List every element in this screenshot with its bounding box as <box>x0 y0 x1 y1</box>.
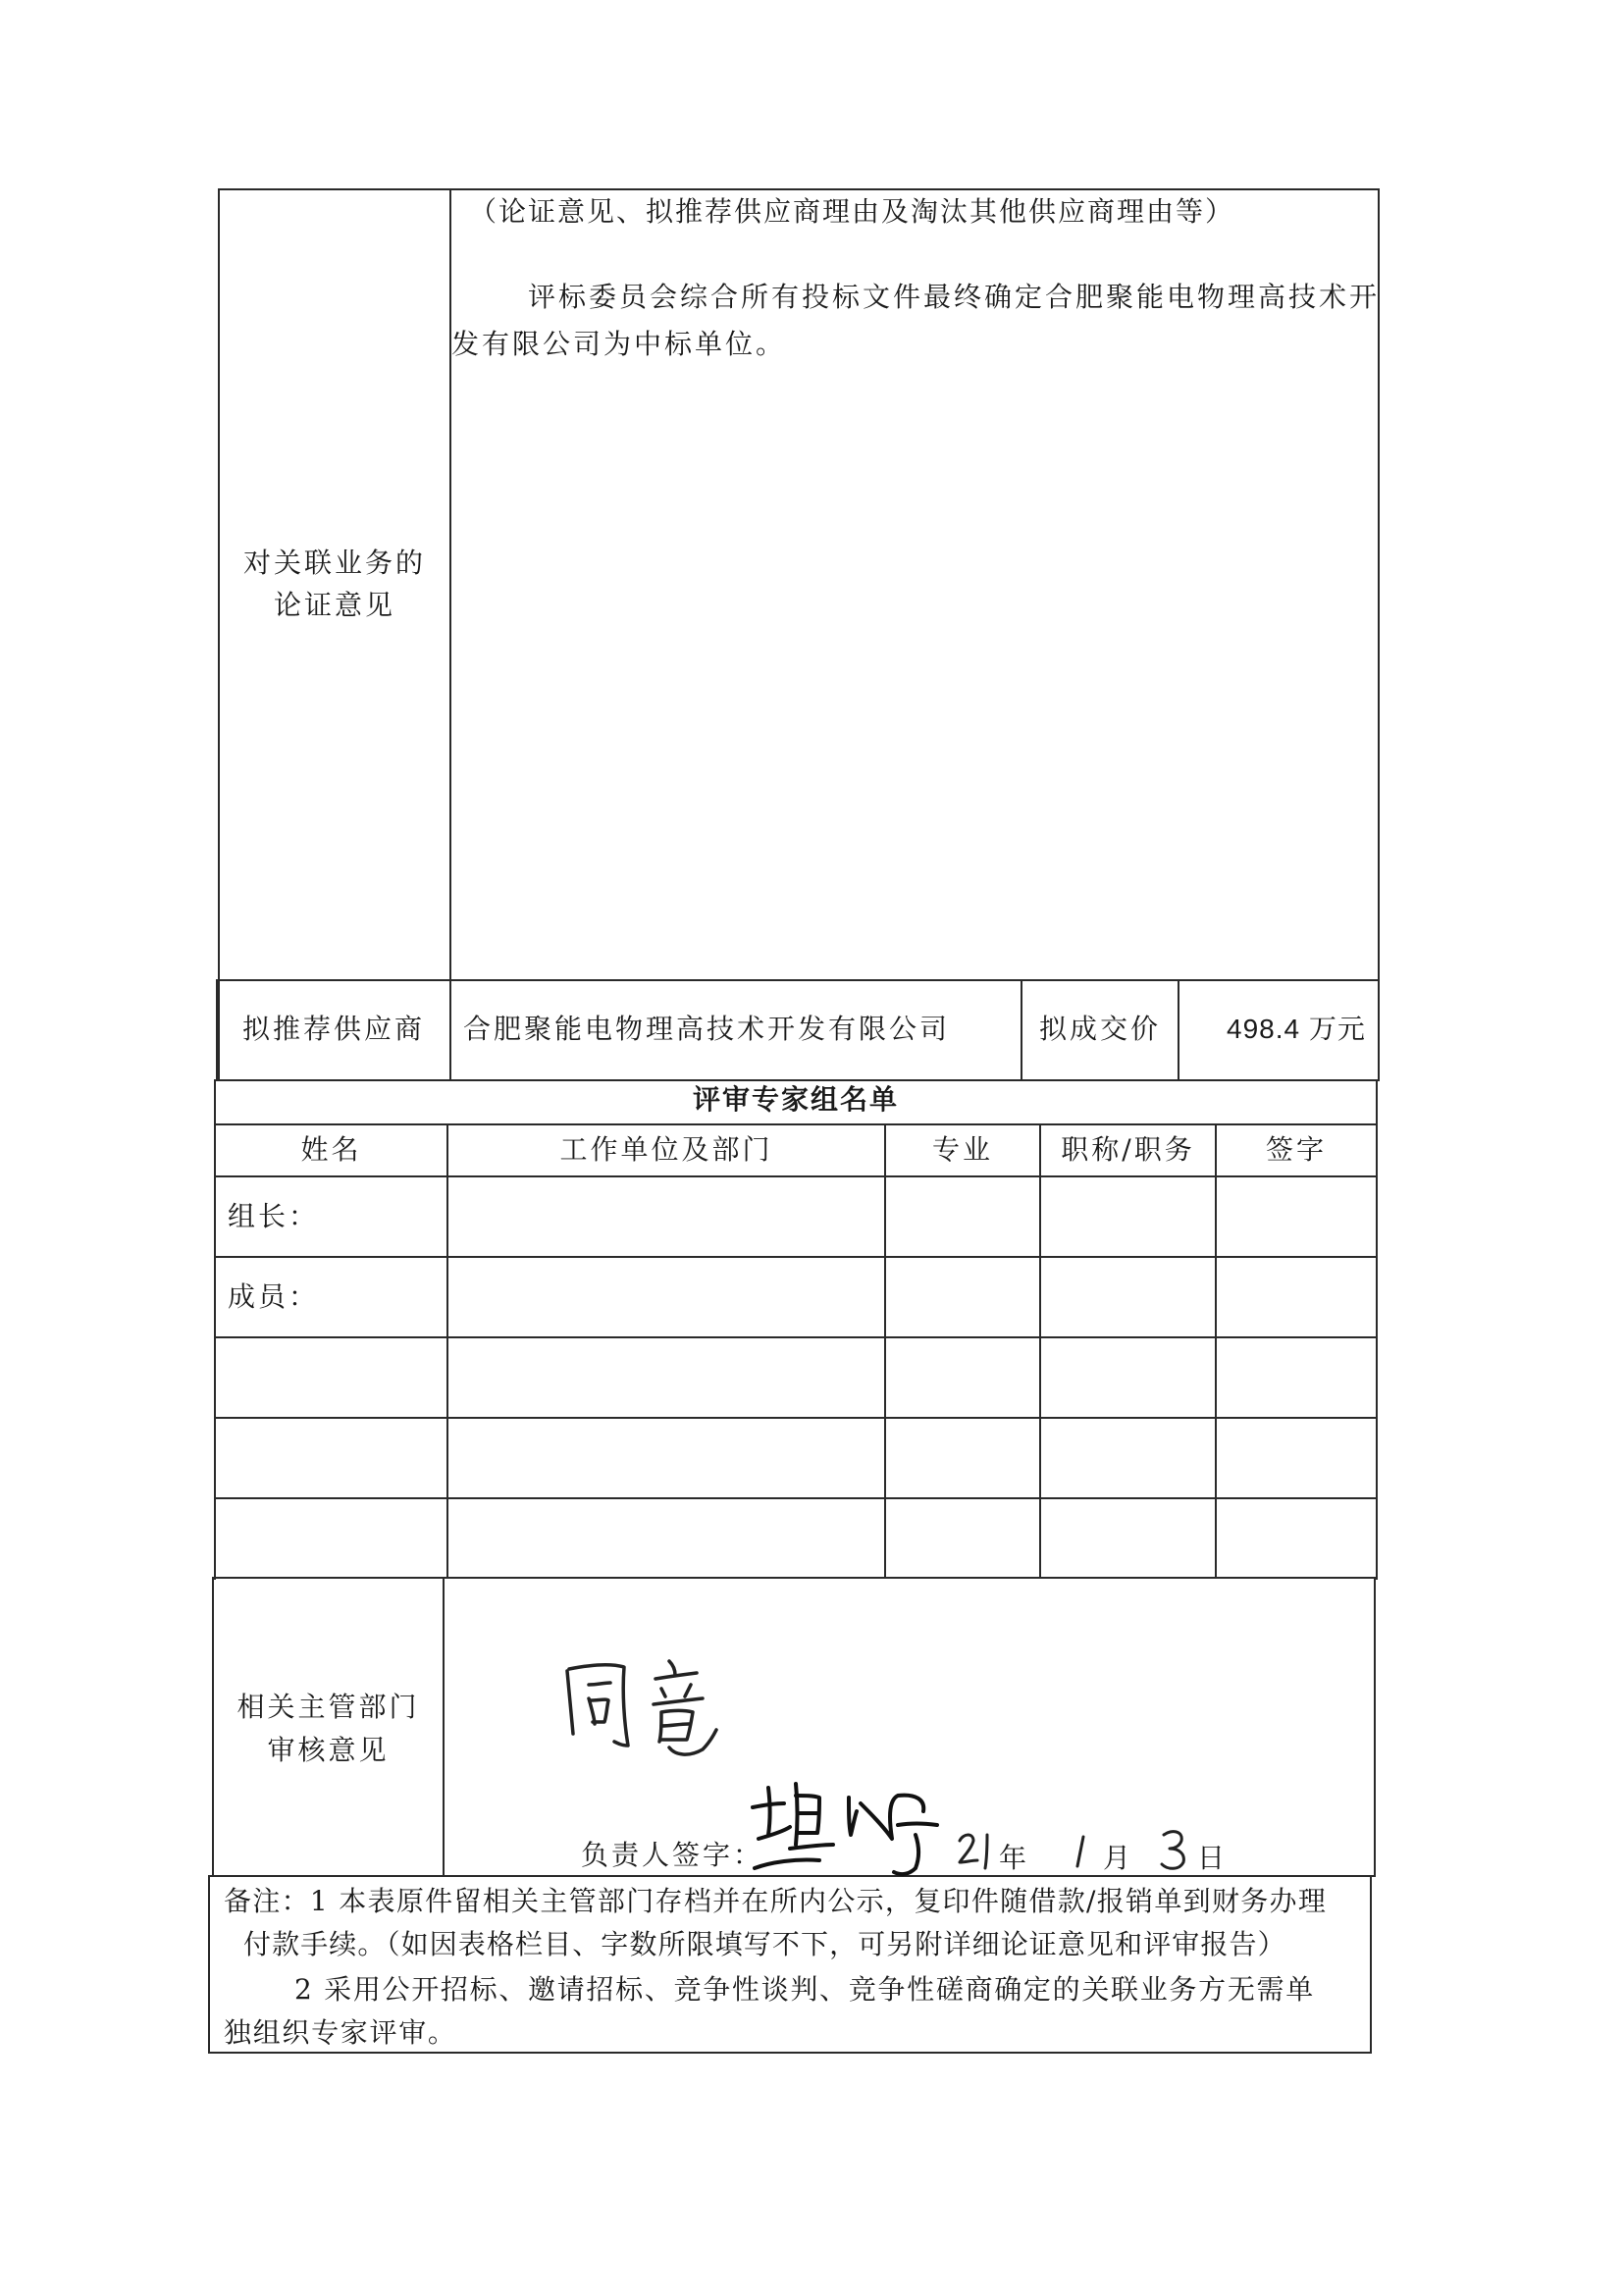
opinion-body-line1: 评标委员会综合所有投标文件最终确定合肥聚能电物理高技术开 <box>528 281 1381 313</box>
handwritten-signature-text <box>751 1774 752 1775</box>
expert-row-line-4 <box>214 1497 1378 1499</box>
price-label: 拟成交价 <box>1038 1013 1161 1045</box>
header-title-position: 职称/职务 <box>1061 1133 1195 1166</box>
expert-right-border <box>1376 1079 1378 1580</box>
instruction-text: （论证意见、拟推荐供应商理由及淘汰其他供应商理由等） <box>469 195 1235 228</box>
note-line-3: 2 采用公开招标、邀请招标、竞争性谈判、竞争性磋商确定的关联业务方无需单 <box>294 1973 1315 2006</box>
month-label: 月 <box>1103 1842 1134 1874</box>
handwritten-month-text <box>1070 1833 1071 1834</box>
year-label: 年 <box>999 1842 1030 1874</box>
row-label-opinion-line1: 对关联业务的 <box>242 547 426 579</box>
opinion-body-line2: 发有限公司为中标单位。 <box>451 328 787 360</box>
expert-col-divider-1 <box>446 1123 448 1579</box>
header-work-unit: 工作单位及部门 <box>559 1133 773 1166</box>
handwritten-month <box>1070 1833 1091 1868</box>
label-column-divider-s1 <box>449 188 451 1079</box>
review-left-border <box>212 1577 214 1877</box>
price-value: 498.4 万元 <box>1227 1014 1366 1044</box>
expert-row-line-1 <box>214 1256 1378 1258</box>
handwritten-approval-text <box>559 1653 560 1654</box>
row-label-leader: 组长： <box>228 1200 320 1232</box>
expert-row-line-3 <box>214 1417 1378 1419</box>
divider-before-expert-title <box>214 1079 1380 1081</box>
expert-row-line-5 <box>212 1577 1378 1579</box>
header-name: 姓名 <box>300 1133 362 1166</box>
review-col-divider <box>443 1577 445 1877</box>
row-label-member: 成员： <box>228 1280 320 1313</box>
divider-before-supplier <box>216 979 1380 981</box>
supplier-name: 合肥聚能电物理高技术开发有限公司 <box>463 1013 951 1045</box>
expert-group-title: 评审专家组名单 <box>692 1083 899 1116</box>
notes-bottom <box>208 2052 1372 2054</box>
notes-left-border <box>208 1875 210 2054</box>
expert-col-divider-3 <box>1039 1123 1041 1579</box>
handwritten-year-text <box>956 1829 957 1830</box>
expert-header-top <box>214 1123 1378 1125</box>
handwritten-day-text <box>1158 1827 1159 1828</box>
review-label-line2: 审核意见 <box>267 1734 390 1766</box>
handwritten-signature <box>751 1774 957 1882</box>
table-border-top <box>218 188 1380 190</box>
handwritten-approval <box>559 1653 731 1761</box>
expert-header-bottom <box>214 1175 1378 1177</box>
note-line-4: 独组织专家评审。 <box>224 2016 457 2049</box>
row-label-opinion-line2: 论证意见 <box>273 589 395 621</box>
expert-col-divider-4 <box>1215 1123 1217 1579</box>
notes-right-border <box>1370 1875 1372 2054</box>
table-border-left-s1 <box>218 188 220 1079</box>
review-label-line1: 相关主管部门 <box>236 1691 420 1723</box>
supplier-col-divider-2 <box>1178 979 1179 1079</box>
note-line-1: 备注：1 本表原件留相关主管部门存档并在所内公示，复印件随借款/报销单到财务办理 <box>224 1885 1328 1917</box>
header-signature: 签字 <box>1265 1133 1327 1166</box>
handwritten-year <box>956 1829 1003 1872</box>
day-label: 日 <box>1197 1842 1229 1874</box>
note-line-2: 付款手续。（如因表格栏目、字数所限填写不下，可另附详细论证意见和评审报告） <box>243 1928 1286 1960</box>
handwritten-day <box>1158 1827 1191 1872</box>
table-border-right-s1 <box>1378 188 1380 1079</box>
review-right-border <box>1374 1577 1376 1877</box>
header-specialty: 专业 <box>931 1133 993 1166</box>
signature-label: 负责人签字： <box>581 1839 764 1871</box>
supplier-label: 拟推荐供应商 <box>241 1013 425 1045</box>
expert-col-divider-2 <box>884 1123 886 1579</box>
expert-row-line-2 <box>214 1336 1378 1338</box>
